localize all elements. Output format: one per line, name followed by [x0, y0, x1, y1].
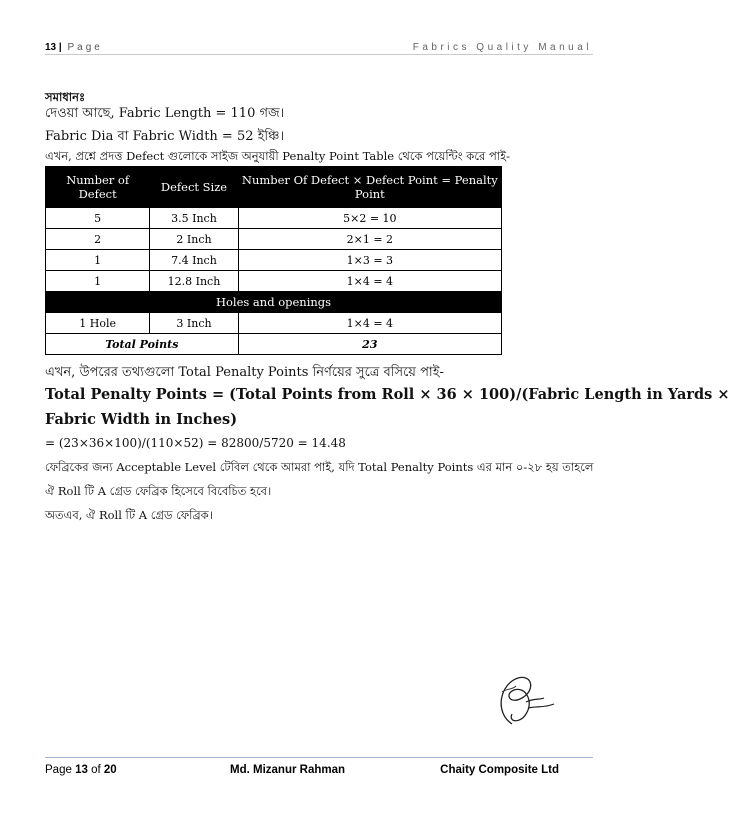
given-fabric-length: দেওয়া আছে, Fabric Length = 110 গজ। [45, 106, 285, 121]
solution-heading: সমাধানঃ [45, 90, 86, 104]
cell-points: 2×1 = 2 [238, 229, 501, 250]
table-row [46, 250, 502, 271]
cell-size: 7.4 Inch [150, 250, 238, 271]
intro-text: এখন, প্রশ্নে প্রদত্ত Defect গুলোকে সাইজ অনুযায়ী Penalty Point Table থেকে পয়েন্টিং করে পাই- [45, 149, 510, 163]
penalty-point-table [45, 166, 502, 355]
header-manual-title: Fabrics Quality Manual [412, 42, 592, 53]
cell-points: 5×2 = 10 [238, 208, 501, 229]
table-header-row [46, 167, 502, 208]
conclusion-line-2: ঐ Roll টি A গ্রেড ফেব্রিক হিসেবে বিবেচিত হবে। [45, 484, 272, 498]
footer-page-count [45, 764, 117, 776]
footer-page-total: 20 [103, 764, 117, 776]
table-row [46, 271, 502, 292]
header-penalty-formula: Number Of Defect × Defect Point = Penalty Point [238, 167, 501, 208]
substitution-text: এখন, উপরের তথ্যগুলো Total Penalty Points নির্ণয়ের সুত্রে বসিয়ে পাই- [45, 365, 444, 380]
header-number-of-defect: Number of Defect [46, 167, 150, 208]
header-defect-size: Defect Size [150, 167, 238, 208]
footer-page-prefix: Page [45, 764, 72, 776]
formula-line-2: Fabric Width in Inches) [45, 411, 238, 428]
cell-size: 3 Inch [150, 313, 238, 334]
header-separator: | [58, 42, 62, 53]
header-page-num: 13 [45, 42, 57, 53]
table-row [46, 208, 502, 229]
total-points-label: Total Points [46, 334, 239, 355]
cell-count: 2 [46, 229, 150, 250]
cell-count: 1 [46, 250, 150, 271]
cell-points: 1×4 = 4 [238, 313, 501, 334]
footer-of-word: of [91, 764, 101, 776]
header-divider [45, 54, 593, 55]
footer-divider [45, 757, 593, 758]
cell-size: 3.5 Inch [150, 208, 238, 229]
table-total-row [46, 334, 502, 355]
table-subheader-row [46, 292, 502, 313]
cell-size: 12.8 Inch [150, 271, 238, 292]
footer-page-num: 13 [75, 764, 88, 776]
cell-count: 5 [46, 208, 150, 229]
footer-author: Md. Mizanur Rahman [230, 764, 346, 776]
cell-points: 1×3 = 3 [238, 250, 501, 271]
header-page-word: Page [67, 42, 103, 53]
given-fabric-width: Fabric Dia বা Fabric Width = 52 ইঞ্চি। [45, 129, 285, 144]
table-row [46, 313, 502, 334]
footer-company: Chaity Composite Ltd [440, 764, 559, 776]
cell-size: 2 Inch [150, 229, 238, 250]
table-row [46, 229, 502, 250]
total-points-value: 23 [238, 334, 501, 355]
header-page-number [45, 42, 103, 53]
formula-line-1: Total Penalty Points = (Total Points from Roll × 36 × 100)/(Fabric Length in Yards × [45, 386, 730, 403]
cell-points: 1×4 = 4 [238, 271, 501, 292]
cell-count: 1 [46, 271, 150, 292]
final-statement: অতএব, ঐ Roll টি A গ্রেড ফেব্রিক। [45, 508, 213, 522]
subheader-holes-openings: Holes and openings [46, 292, 502, 313]
handwritten-signature [482, 672, 562, 732]
conclusion-line-1: ফেব্রিকের জন্য Acceptable Level টেবিল থেকে আমরা পাই, যদি Total Penalty Points এর মান ০-২৮ হয় তাহলে [45, 460, 594, 474]
calculation-line: = (23×36×100)/(110×52) = 82800/5720 = 14.48 [45, 436, 346, 450]
cell-count: 1 Hole [46, 313, 150, 334]
